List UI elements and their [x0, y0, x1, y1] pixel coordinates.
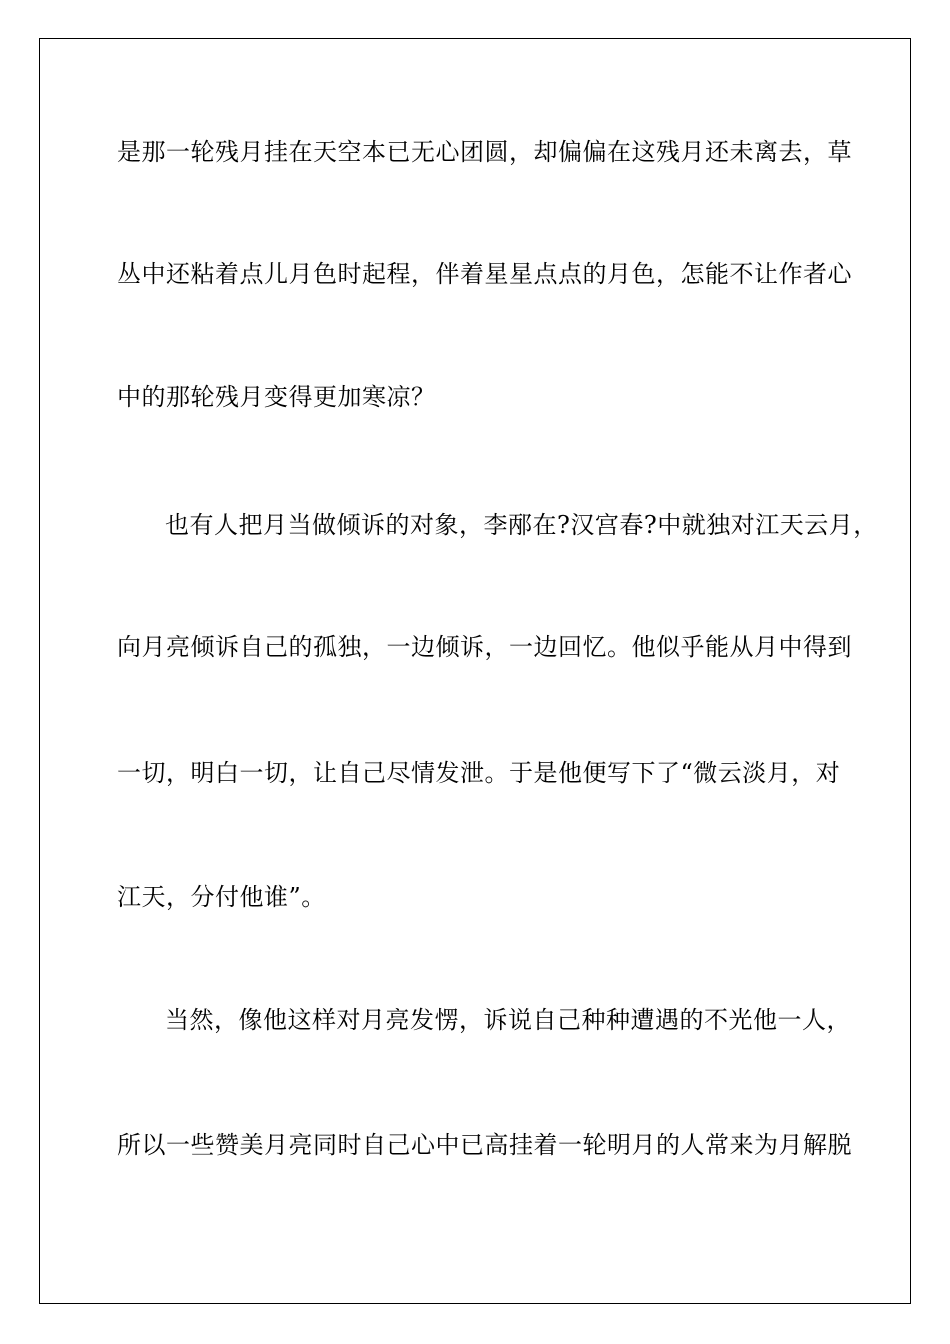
text-line: 所以一些赞美月亮同时自己心中已高挂着一轮明月的人常来为月解脱 [117, 1131, 852, 1159]
page-frame [39, 38, 911, 1304]
text-line: 中的那轮残月变得更加寒凉？ [117, 383, 436, 411]
text-line: 江天，分付他谁”。 [117, 883, 326, 911]
paragraph-first-line: 也有人把月当做倾诉的对象，李邴在?汉宫春?中就独对江天云月， [165, 511, 878, 539]
text-line: 是那一轮残月挂在天空本已无心团圆，却偏偏在这残月还未离去，草 [117, 138, 852, 166]
text-line: 向月亮倾诉自己的孤独，一边倾诉，一边回忆。他似乎能从月中得到 [117, 633, 852, 661]
text-line: 丛中还粘着点儿月色时起程，伴着星星点点的月色，怎能不让作者心 [117, 260, 852, 288]
paragraph-first-line: 当然，像他这样对月亮发愣，诉说自己种种遭遇的不光他一人， [165, 1006, 851, 1034]
text-line: 一切，明白一切，让自己尽情发泄。于是他便写下了“微云淡月，对 [117, 759, 841, 787]
